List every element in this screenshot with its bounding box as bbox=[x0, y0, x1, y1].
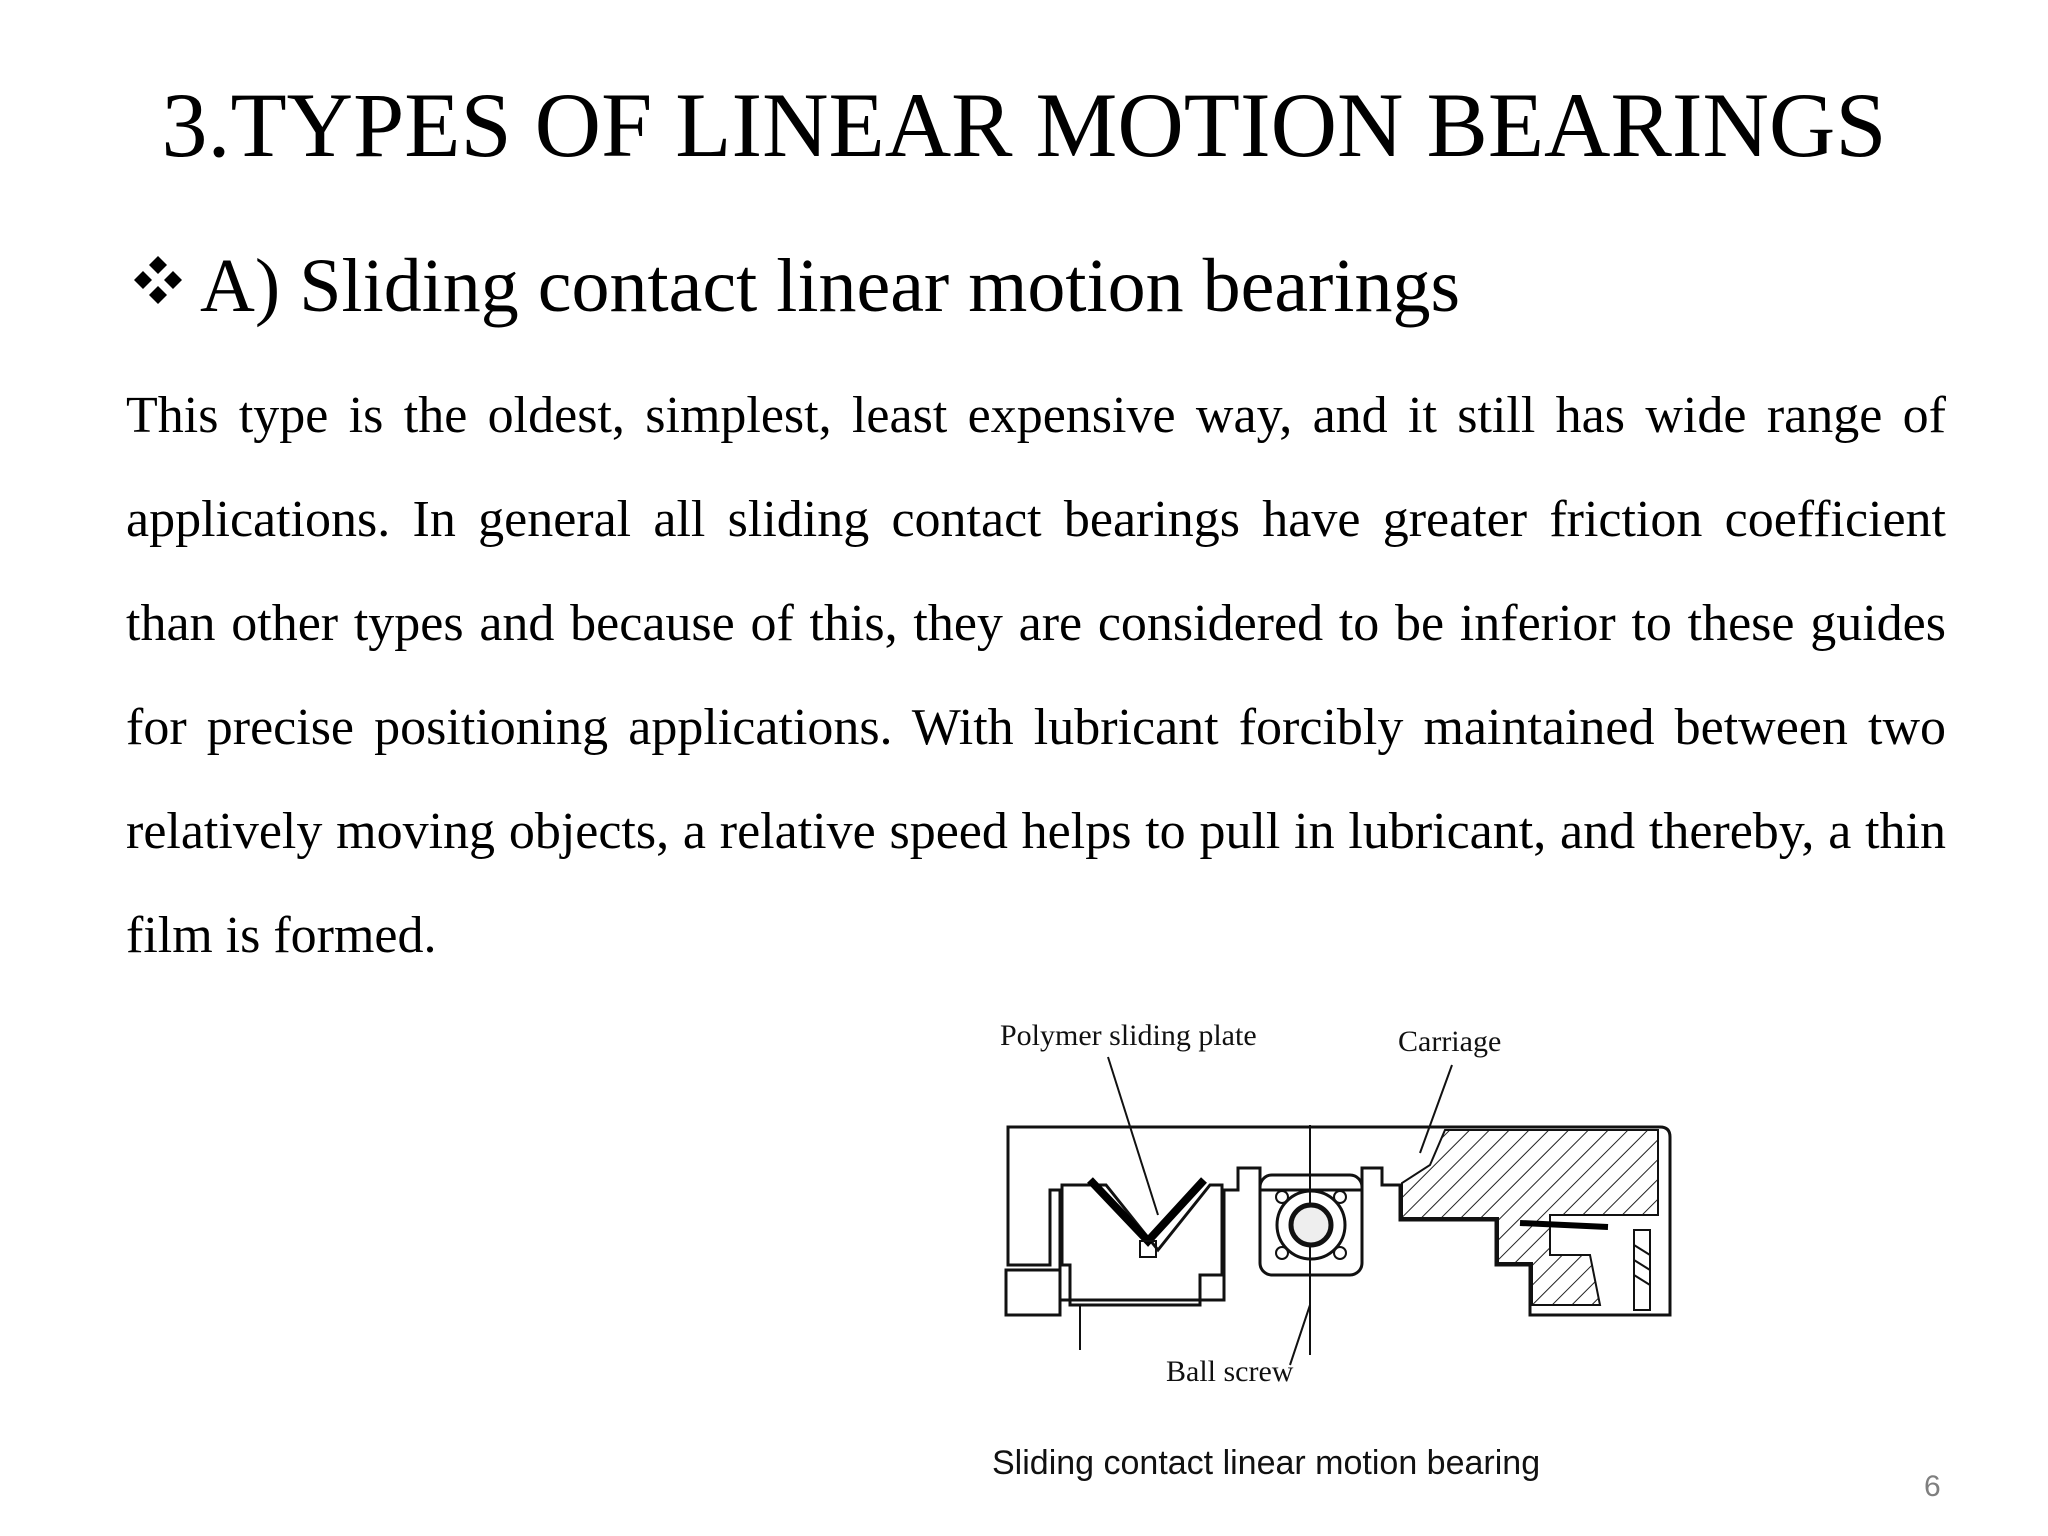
label-carriage: Carriage bbox=[1398, 1025, 1502, 1058]
page-number: 6 bbox=[1924, 1470, 1941, 1503]
label-polymer-sliding-plate: Polymer sliding plate bbox=[1000, 1019, 1257, 1052]
section-heading bbox=[128, 238, 1460, 334]
slide-title: 3.TYPES OF LINEAR MOTION BEARINGS bbox=[161, 74, 1887, 176]
section-heading-text: A) Sliding contact linear motion bearings bbox=[200, 244, 1461, 328]
bearing-cross-section-drawing bbox=[990, 1015, 1690, 1435]
label-ball-screw: Ball screw bbox=[1166, 1355, 1294, 1388]
body-paragraph: This type is the oldest, simplest, least expensive way, and it still has wide range of applications. In general all sliding contact bearings have greater friction coefficient than other types and because of this, they are considered to be inferior to these guides for precise positioning applications. With lubricant forcibly maintained between two relatively moving objects, a relative speed helps to pull in lubricant, and thereby, a thin film is formed. bbox=[126, 387, 1946, 964]
diamond-cluster-icon bbox=[128, 250, 188, 310]
bearing-diagram bbox=[990, 1015, 1690, 1505]
figure-caption: Sliding contact linear motion bearing bbox=[992, 1444, 1541, 1482]
